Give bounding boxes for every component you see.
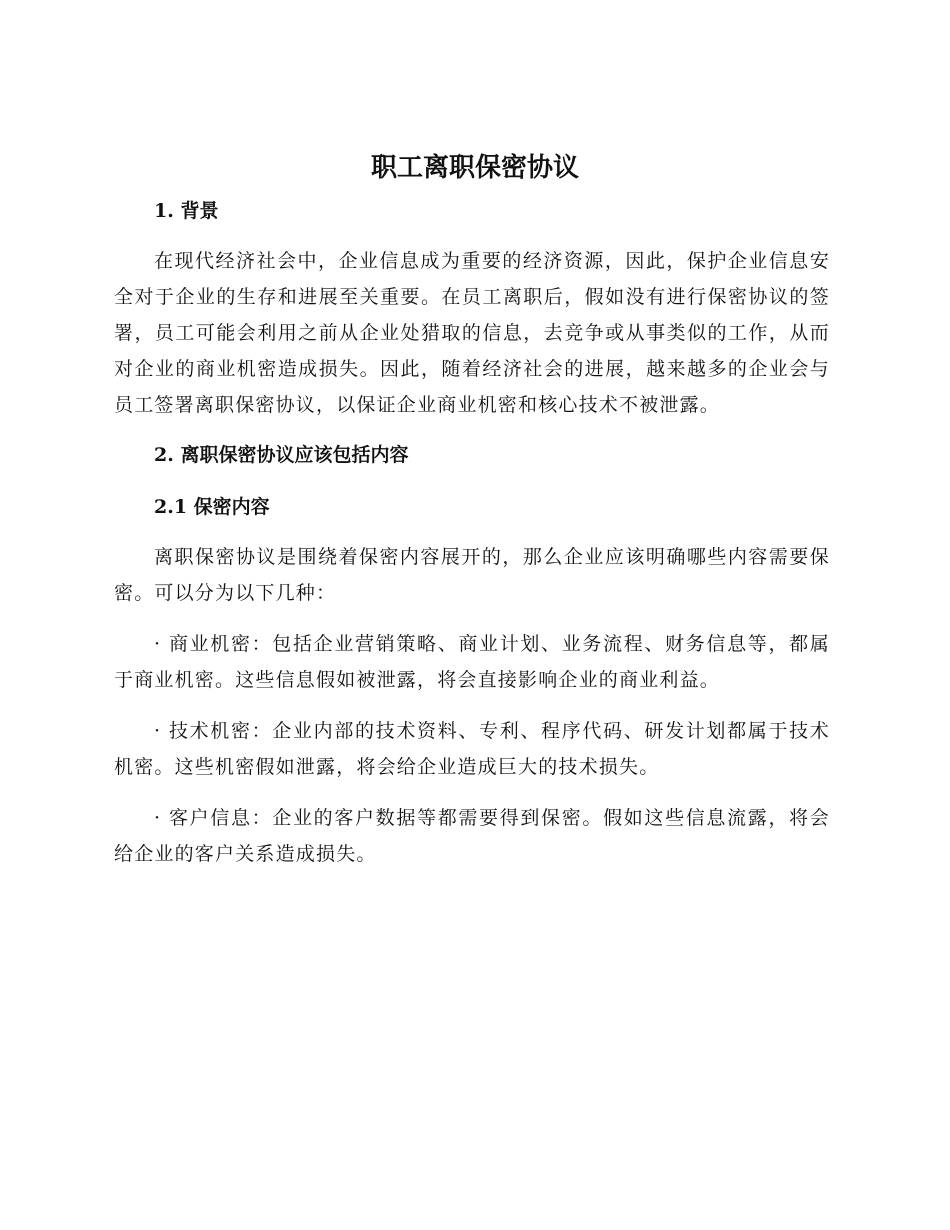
subsection-paragraph: 离职保密协议是围绕着保密内容展开的，那么企业应该明确哪些内容需要保密。可以分为以下几种：: [114, 546, 830, 604]
section-heading-background: 1. 背景: [154, 200, 219, 222]
list-item-technical-secret: · 技术机密：企业内部的技术资料、专利、程序代码、研发计划都属于技术机密。这些机密假如泄露，将会给企业造成巨大的技术损失。: [114, 720, 830, 778]
document-title: 职工离职保密协议: [370, 153, 579, 183]
subsection-heading-confidential-content: 2.1 保密内容: [154, 496, 270, 518]
section-heading-contents: 2. 离职保密协议应该包括内容: [154, 444, 409, 466]
list-item-customer-info: · 客户信息：企业的客户数据等都需要得到保密。假如这些信息流露，将会给企业的客户关系造成损失。: [114, 807, 830, 865]
list-item-business-secret: · 商业机密：包括企业营销策略、商业计划、业务流程、财务信息等，都属于商业机密。这些信息假如被泄露，将会直接影响企业的商业利益。: [114, 633, 830, 691]
background-paragraph: 在现代经济社会中，企业信息成为重要的经济资源，因此，保护企业信息安全对于企业的生存和进展至关重要。在员工离职后，假如没有进行保密协议的签署，员工可能会利用之前从企业处猎取的信息，去竞争或从事类似的工作，从而对企业的商业机密造成损失。因此，随着经济社会的进展，越来越多的企业会与员工签署离职保密协议，以保证企业商业机密和核心技术不被泄露。: [114, 250, 830, 416]
document-body: [114, 196, 830, 872]
